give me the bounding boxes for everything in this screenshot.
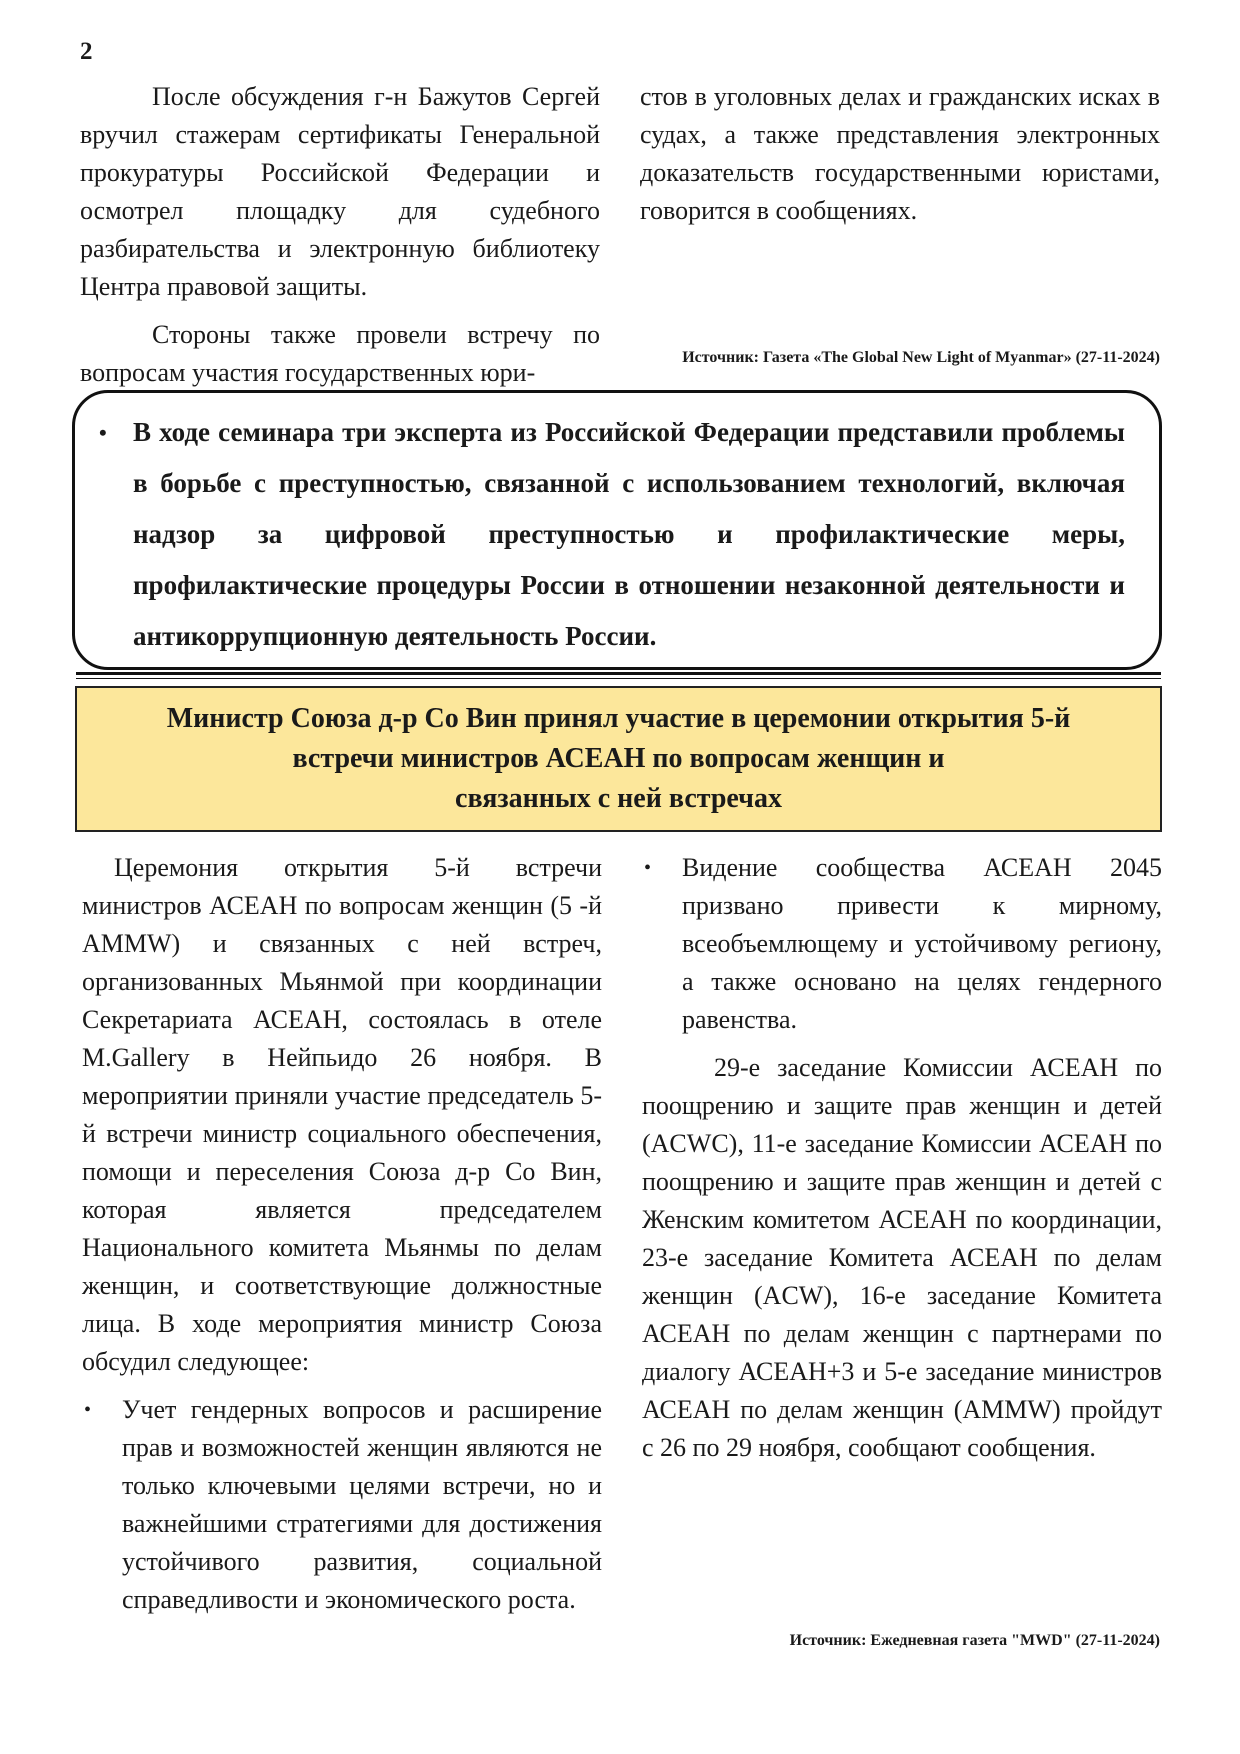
paragraph: Стороны также провели встречу по вопросам участия государственных юри- bbox=[80, 320, 600, 387]
top-left-column bbox=[80, 78, 600, 392]
bullet-text: Видение сообщества АСЕАН 2045 призвано привести к мирному, всеобъемлющему и устойчивому региону, а также основано на целях гендерного равенства. bbox=[682, 853, 1162, 1034]
highlight-item bbox=[99, 407, 1125, 662]
bullet-item bbox=[642, 849, 1162, 1039]
source-note: Источник: Газета «The Global New Light of Myanmar» (27-11-2024) bbox=[682, 349, 1160, 366]
bullet-text: Учет гендерных вопросов и расширение прав и возможностей женщин являются не только ключевыми целями встречи, но и важнейшими стратегиями для достижения устойчивого развития, социальной справедливости и экономического роста. bbox=[122, 1395, 602, 1614]
headline-line: Министр Союза д-р Со Вин принял участие в церемонии открытия 5-й bbox=[166, 703, 1071, 734]
bullet-icon: • bbox=[99, 420, 107, 445]
highlight-box bbox=[72, 390, 1162, 670]
article-right-column bbox=[642, 849, 1162, 1467]
page-number: 2 bbox=[80, 38, 93, 65]
paragraph: Церемония открытия 5-й встречи министров АСЕАН по вопросам женщин (5 -й AMMW) и связанных с ней встреч, организованных Мьянмой при координации Секретариата АСЕАН, состоялась в отеле M.Gallery в Нейпьидо 26 ноября. В мероприятии приняли участие председатель 5-й встречи министр социального обеспечения, помощи и переселения Союза д-р Со Вин, которая является председателем Национального комитета Мьянмы по делам женщин, и соответствующие должностные лица. В ходе мероприятия министр Союза обсудил следующее: bbox=[82, 853, 602, 1376]
top-right-column bbox=[640, 78, 1160, 230]
divider bbox=[76, 678, 1161, 679]
paragraph: стов в уголовных делах и гражданских исках в судах, а также представления электронных доказательств государственными юристами, говорится в сообщениях. bbox=[640, 82, 1160, 225]
headline-line: связанных с ней встречах bbox=[455, 783, 782, 814]
divider bbox=[76, 672, 1161, 675]
source-note: Источник: Ежедневная газета "MWD" (27-11-2024) bbox=[789, 1632, 1160, 1649]
headline-banner bbox=[75, 686, 1162, 832]
bullet-item bbox=[82, 1391, 602, 1619]
article-left-column bbox=[82, 849, 602, 1619]
bullet-icon: • bbox=[84, 1399, 92, 1421]
highlight-text: В ходе семинара три эксперта из Российской Федерации представили проблемы в борьбе с преступностью, связанной с использованием технологий, включая надзор за цифровой преступностью и профилактические меры, профилактические процедуры России в отношении незаконной деятельности и антикоррупционную деятельность России. bbox=[133, 417, 1125, 651]
paragraph: 29-е заседание Комиссии АСЕАН по поощрению и защите прав женщин и детей (ACWC), 11-е заседание Комиссии АСЕАН по поощрению и защите прав женщин и детей с Женским комитетом АСЕАН по координации, 23-е заседание Комитета АСЕАН по делам женщин (ACW), 16-е заседание Комитета АСЕАН по делам женщин с партнерами по диалогу АСЕАН+3 и 5-е заседание министров АСЕАН по делам женщин (AMMW) пройдут с 26 по 29 ноября, сообщают сообщения. bbox=[642, 1053, 1162, 1462]
bullet-icon: • bbox=[644, 857, 652, 879]
headline-line: встречи министров АСЕАН по вопросам женщин и bbox=[292, 743, 945, 774]
paragraph: После обсуждения г-н Бажутов Сергей вручил стажерам сертификаты Генеральной прокуратуры Российской Федерации и осмотрел площадку для судебного разбирательства и электронную библиотеку Центра правовой защиты. bbox=[80, 82, 600, 301]
